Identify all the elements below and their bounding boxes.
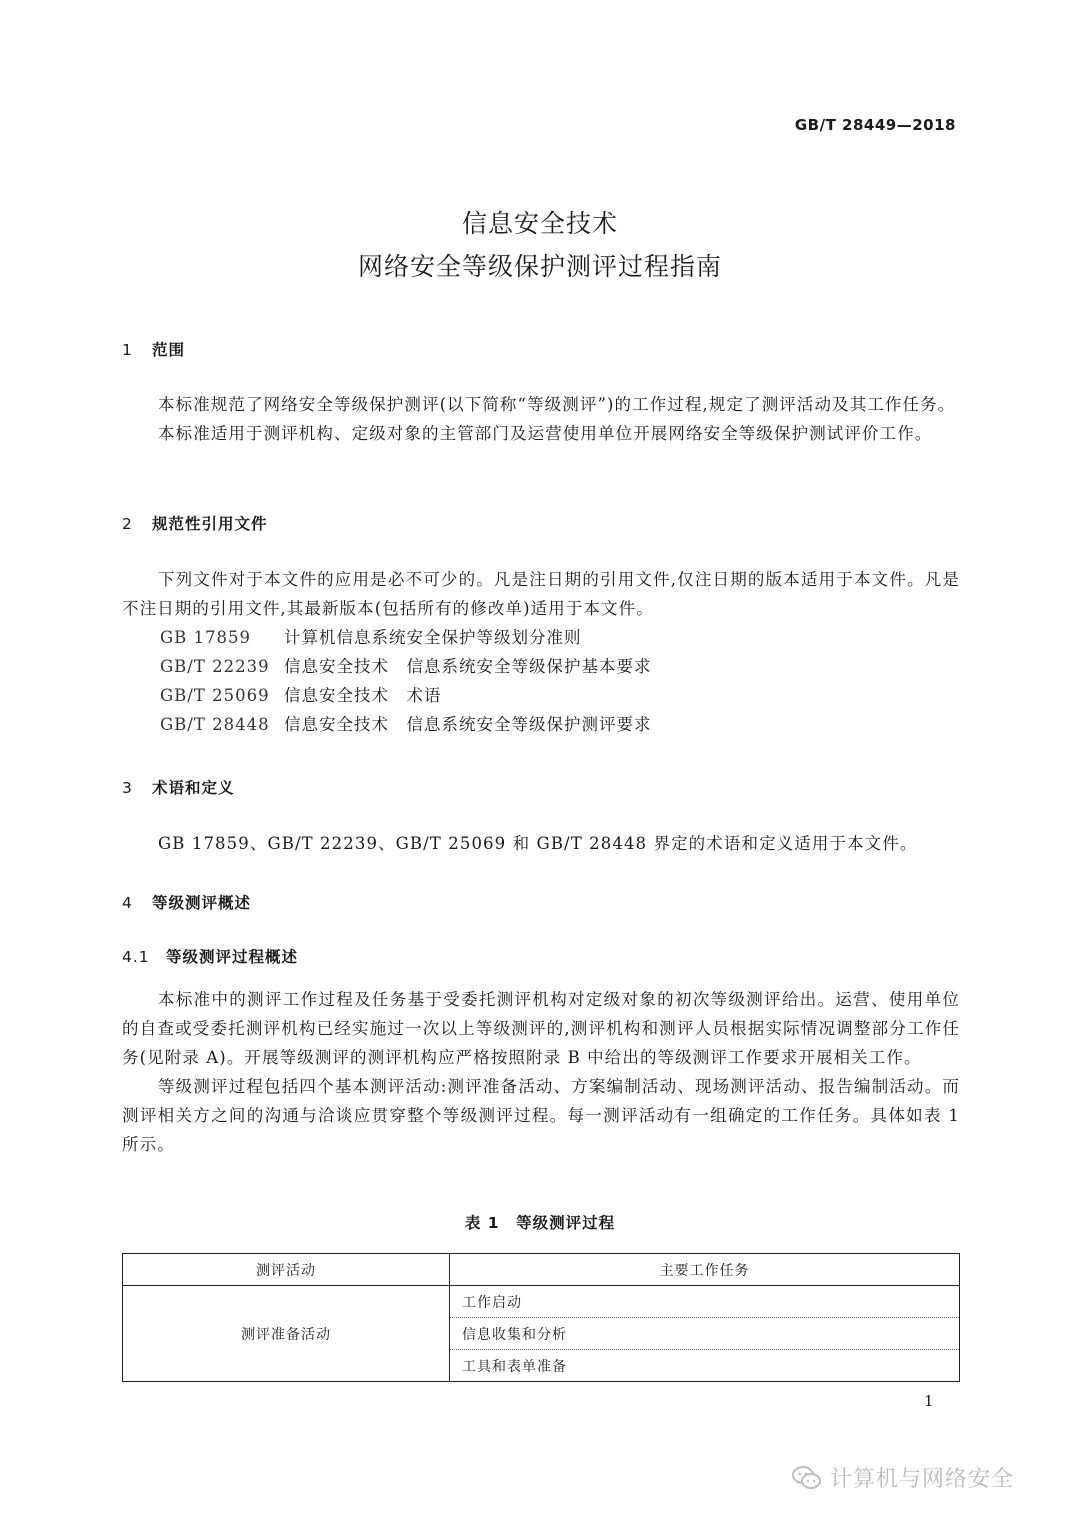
watermark-text: 计算机与网络安全 — [830, 1467, 1015, 1492]
reference-code: GB 17859 — [160, 628, 252, 647]
table-caption: 表 1 等级测评过程 — [464, 1214, 616, 1232]
table-row — [123, 1286, 960, 1318]
paragraph: 下列文件对于本文件的应用是必不可少的。凡是注日期的引用文件,仅注日期的版本适用于本文件。凡是不注日期的引用文件,其最新版本(包括所有的修改单)适用于本文件。 — [122, 570, 960, 618]
table-header-cell: 测评活动 — [123, 1254, 450, 1286]
reference-item — [160, 681, 652, 710]
section-3-body — [122, 829, 960, 858]
reference-item — [160, 710, 652, 739]
section-title: 范围 — [152, 341, 186, 359]
reference-title: 计算机信息系统安全保护等级划分准则 — [284, 628, 582, 647]
paragraph: 本标准规范了网络安全等级保护测评(以下简称“等级测评”)的工作过程,规定了测评活动及其工作任务。 — [158, 395, 956, 414]
section-1-heading — [122, 338, 185, 360]
standard-code: GB/T 28449—2018 — [794, 116, 956, 134]
section-number: 2 — [122, 515, 133, 533]
task-cell: 信息收集和分析 — [450, 1318, 960, 1350]
section-title: 术语和定义 — [152, 779, 235, 797]
section-title: 等级测评概述 — [152, 894, 252, 912]
section-3-heading — [122, 776, 235, 798]
wechat-icon — [792, 1465, 822, 1491]
document-title-line1: 信息安全技术 — [461, 209, 618, 238]
reference-code: GB/T 28448 — [160, 715, 270, 734]
section-number: 4.1 — [122, 948, 150, 966]
watermark — [792, 1462, 1014, 1493]
section-number: 1 — [122, 341, 133, 359]
reference-title: 信息安全技术 信息系统安全等级保护基本要求 — [284, 657, 652, 676]
section-title: 规范性引用文件 — [152, 515, 268, 533]
reference-title: 信息安全技术 信息系统安全等级保护测评要求 — [284, 715, 652, 734]
assessment-process-table — [122, 1253, 960, 1382]
paragraph: 本标准中的测评工作过程及任务基于受委托测评机构对定级对象的初次等级测评给出。运营、使用单位的自查或受委托测评机构已经实施过一次以上等级测评的,测评机构和测评人员根据实际情况调整部分工作任务(见附录 A)。开展等级测评的测评机构应严格按照附录 B 中给出的等级测评工作要求开展相关工作。 — [122, 990, 960, 1067]
paragraph: 本标准适用于测评机构、定级对象的主管部门及运营使用单位开展网络安全等级保护测试评价工作。 — [158, 424, 933, 443]
section-2-body — [122, 565, 960, 623]
document-title-line2: 网络安全等级保护测评过程指南 — [357, 252, 722, 281]
section-4-heading — [122, 891, 251, 913]
reference-item — [160, 652, 652, 681]
reference-code: GB/T 25069 — [160, 686, 270, 705]
table-header-cell: 主要工作任务 — [450, 1254, 960, 1286]
section-title: 等级测评过程概述 — [166, 948, 299, 966]
section-number: 3 — [122, 779, 133, 797]
task-cell: 工具和表单准备 — [450, 1350, 960, 1382]
page-number: 1 — [924, 1392, 934, 1410]
section-number: 4 — [122, 894, 133, 912]
section-4-1-heading — [122, 945, 298, 967]
reference-code: GB/T 22239 — [160, 657, 270, 676]
reference-item — [160, 623, 652, 652]
section-4-1-body — [122, 985, 960, 1159]
normative-references-list — [160, 623, 652, 739]
section-2-heading — [122, 512, 268, 534]
paragraph: 等级测评过程包括四个基本测评活动:测评准备活动、方案编制活动、现场测评活动、报告编制活动。而测评相关方之间的沟通与洽谈应贯穿整个等级测评过程。每一测评活动有一组确定的工作任务。具体如表 1 所示。 — [122, 1077, 960, 1154]
task-cell: 工作启动 — [450, 1286, 960, 1318]
reference-title: 信息安全技术 术语 — [284, 686, 442, 705]
section-1-body — [122, 390, 960, 448]
paragraph: GB 17859、GB/T 22239、GB/T 25069 和 GB/T 28448 界定的术语和定义适用于本文件。 — [158, 834, 918, 853]
table-header-row — [123, 1254, 960, 1286]
activity-cell: 测评准备活动 — [123, 1286, 450, 1382]
